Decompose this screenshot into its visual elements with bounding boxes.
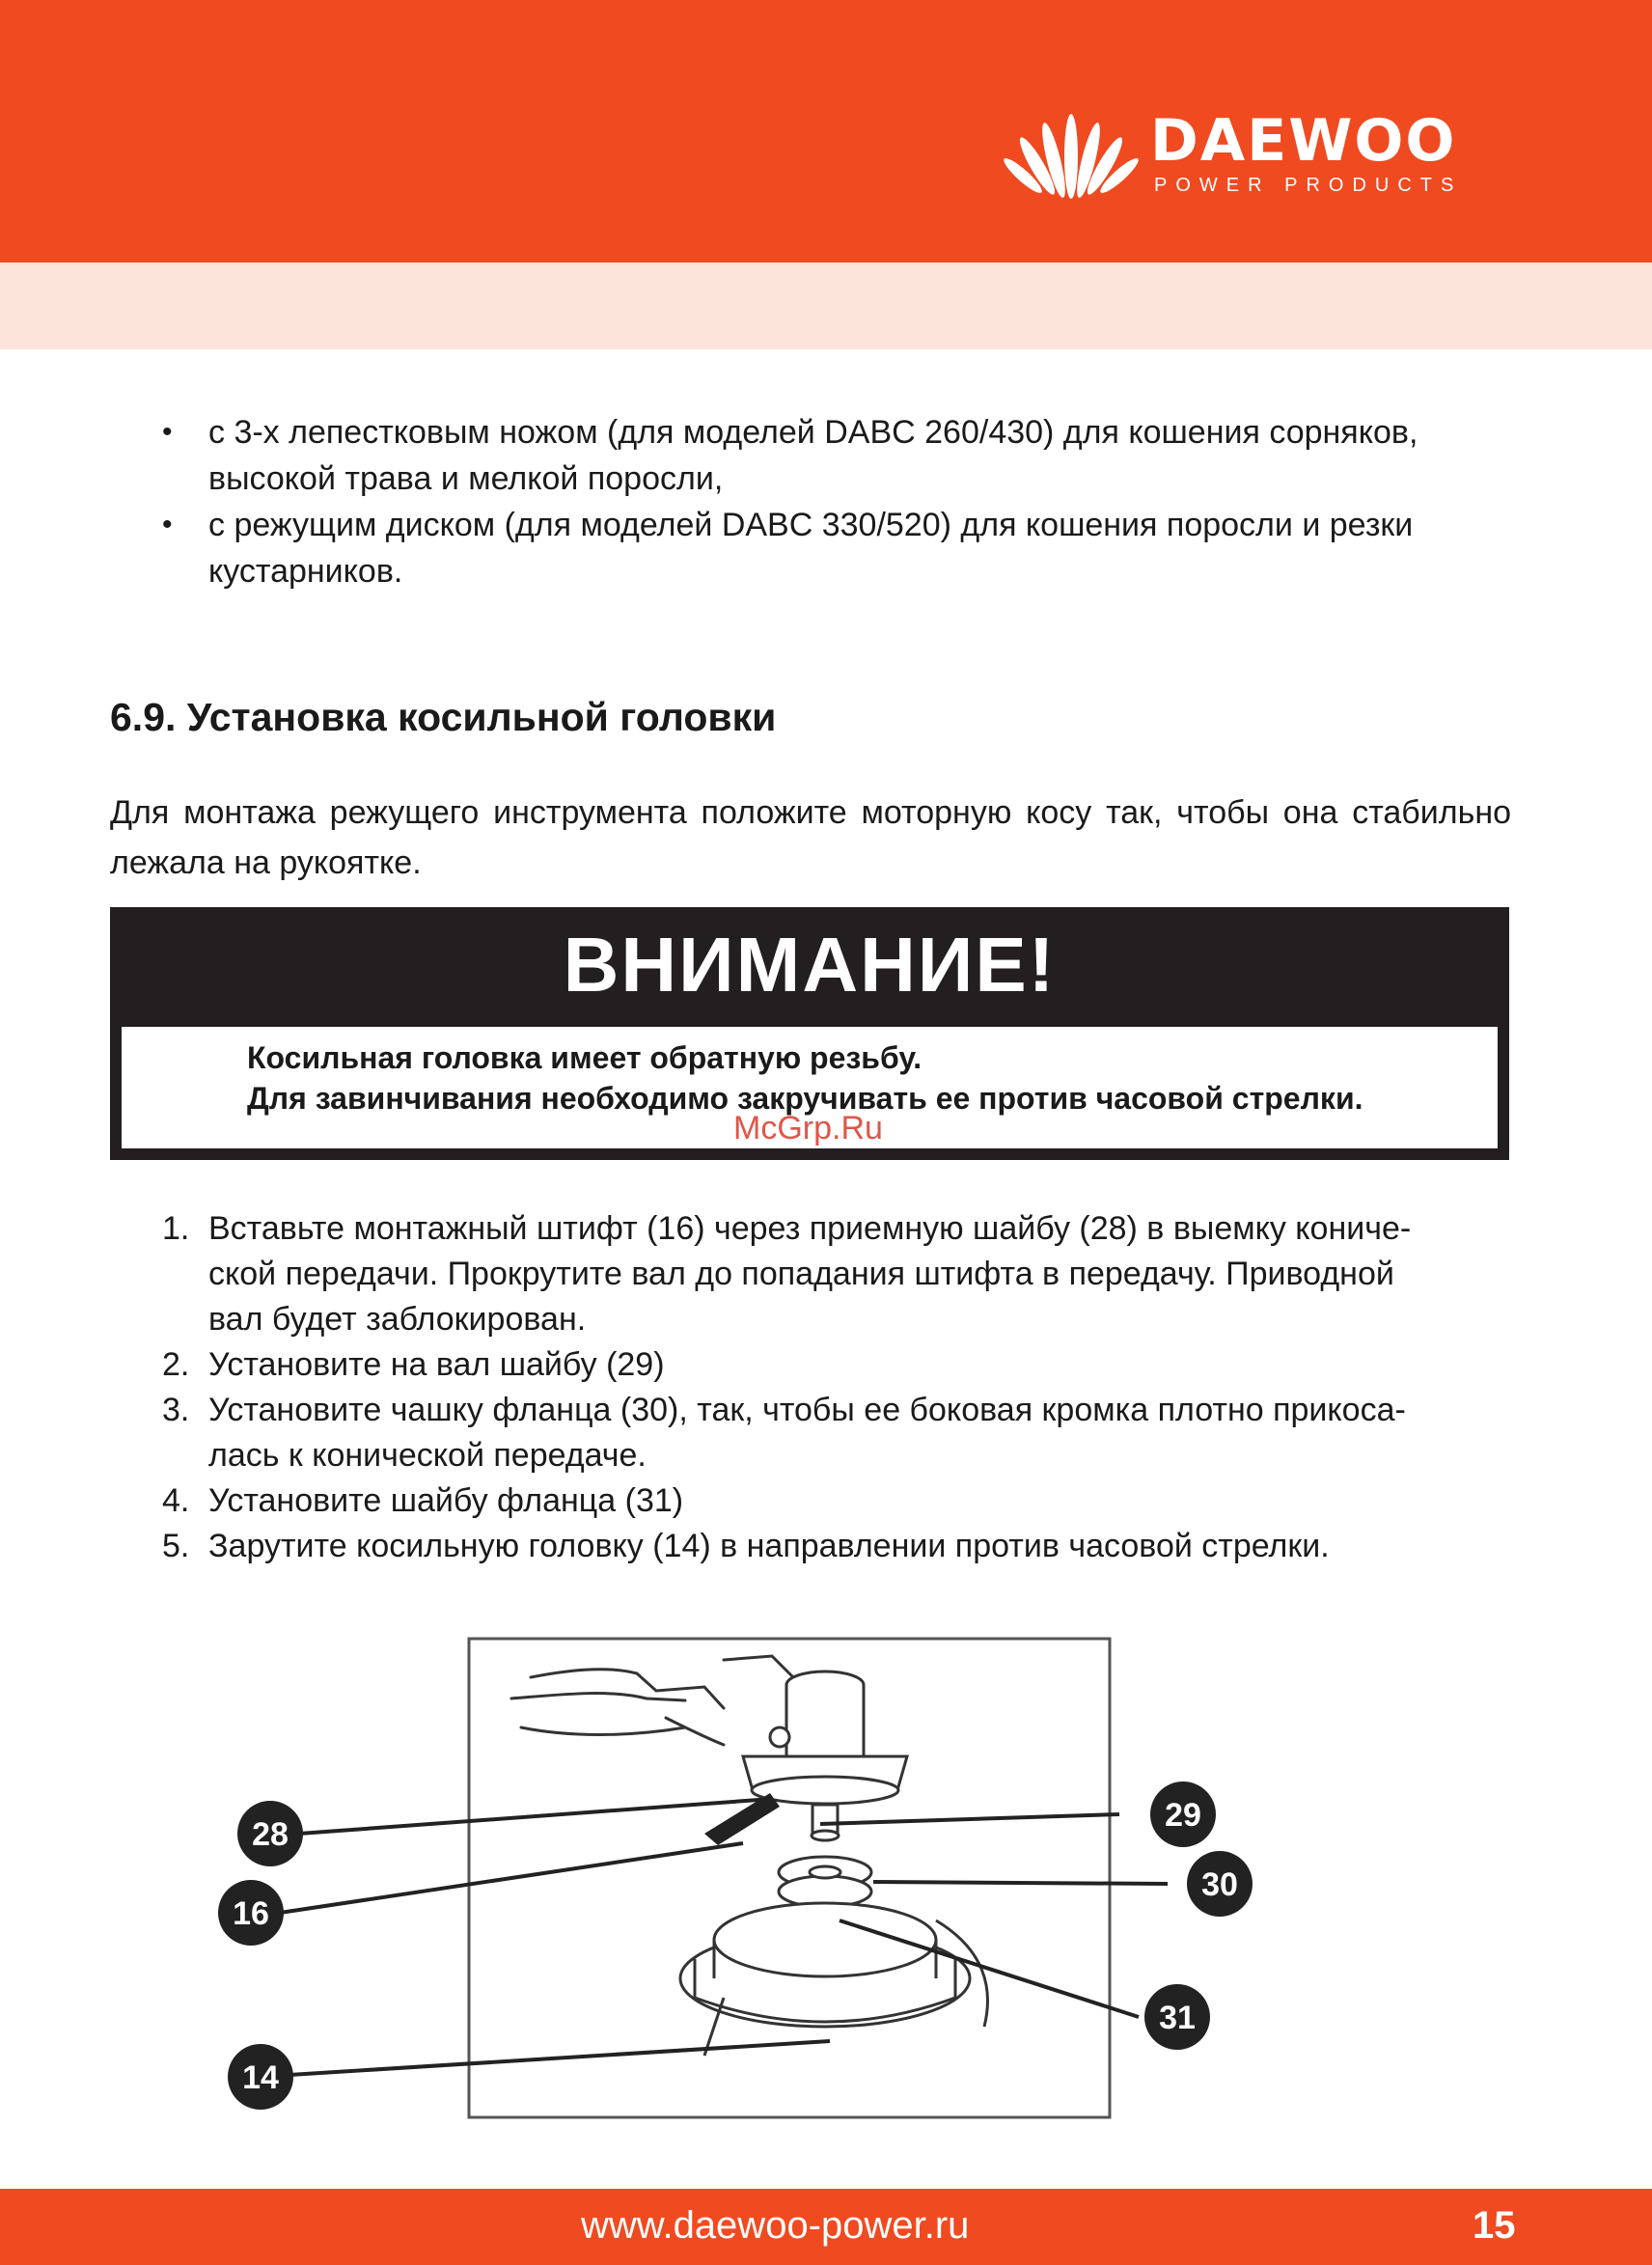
bullet-line: кустарников. bbox=[208, 553, 403, 590]
warning-line: Для завинчивания необходимо закручивать ее против часовой стрелки. bbox=[247, 1081, 1363, 1116]
step-number: 2. bbox=[162, 1346, 190, 1383]
callout-30 bbox=[1187, 1851, 1253, 1917]
step-line: Вставьте монтажный штифт (16) через приемную шайбу (28) в выемку кониче- bbox=[208, 1210, 1412, 1247]
warning-title: ВНИМАНИЕ! bbox=[563, 922, 1057, 1008]
list-item bbox=[162, 1388, 1513, 1478]
step-line: Установите чашку фланца (30), так, чтобы ее боковая кромка плотно прикоса- bbox=[208, 1392, 1406, 1428]
bullet-marker: • bbox=[162, 509, 173, 540]
bullet-line: с режущим диском (для моделей DABC 330/520) для кошения поросли и резки bbox=[208, 507, 1414, 543]
section-intro: Для монтажа режущего инструмента положите моторную косу так, чтобы она стабильно лежала на рукоятке. bbox=[110, 794, 1511, 881]
list-item bbox=[162, 1478, 1513, 1524]
step-line: лась к конической передаче. bbox=[208, 1437, 647, 1474]
trimmer-head bbox=[680, 1903, 987, 2056]
list-item bbox=[162, 502, 1513, 594]
callout-label: 29 bbox=[1165, 1797, 1201, 1834]
step-number: 1. bbox=[162, 1210, 190, 1247]
hand-sketch bbox=[511, 1656, 801, 1745]
callout-label: 31 bbox=[1159, 2000, 1196, 2036]
step-line: вал будет заблокирован. bbox=[208, 1301, 587, 1338]
step-line: ской передачи. Прокрутите вал до попадания штифта в передачу. Приводной bbox=[208, 1256, 1394, 1292]
warning-line: Косильная головка имеет обратную резьбу. bbox=[247, 1040, 922, 1075]
list-item bbox=[162, 1524, 1513, 1569]
assembly-diagram bbox=[212, 1631, 1283, 2133]
gearbox bbox=[743, 1671, 907, 1804]
page-number: 15 bbox=[1473, 2204, 1516, 2247]
section-title: 6.9. Установка косильной головки bbox=[110, 695, 777, 739]
callout-16 bbox=[218, 1880, 284, 1946]
list-item bbox=[162, 1206, 1513, 1342]
callout-label: 16 bbox=[233, 1895, 269, 1932]
bullet-marker: • bbox=[162, 416, 173, 448]
step-line: Установите на вал шайбу (29) bbox=[208, 1346, 665, 1383]
brand-subtitle: POWER PRODUCTS bbox=[1154, 175, 1463, 196]
callout-label: 30 bbox=[1201, 1866, 1238, 1903]
callout-29 bbox=[1150, 1782, 1216, 1847]
step-number: 4. bbox=[162, 1482, 190, 1519]
callout-31 bbox=[1144, 1984, 1210, 2050]
bullet-line: с 3-х лепестковым ножом (для моделей DABC 260/430) для кошения сорняков, bbox=[208, 414, 1418, 451]
bullet-line: высокой трава и мелкой поросли, bbox=[208, 460, 724, 497]
step-number: 3. bbox=[162, 1392, 190, 1428]
brand-name: DAEWOO bbox=[1150, 107, 1457, 175]
bullet-list bbox=[162, 409, 1513, 594]
list-item bbox=[162, 1342, 1513, 1388]
daewoo-logo bbox=[1004, 108, 1486, 205]
callout-label: 28 bbox=[252, 1816, 289, 1853]
list-item bbox=[162, 409, 1513, 502]
daewoo-shell-icon bbox=[1004, 108, 1139, 205]
steps-list bbox=[162, 1206, 1513, 1569]
step-line: Зарутите косильную головку (14) в направлении против часовой стрелки. bbox=[208, 1528, 1330, 1564]
callout-28 bbox=[237, 1801, 303, 1866]
step-line: Установите шайбу фланца (31) bbox=[208, 1482, 684, 1519]
callout-label: 14 bbox=[242, 2059, 279, 2096]
step-number: 5. bbox=[162, 1528, 190, 1564]
header-subband bbox=[0, 262, 1652, 349]
footer-url[interactable]: www.daewoo-power.ru bbox=[581, 2204, 970, 2247]
watermark: McGrp.Ru bbox=[733, 1110, 883, 1146]
callout-14 bbox=[228, 2044, 293, 2110]
